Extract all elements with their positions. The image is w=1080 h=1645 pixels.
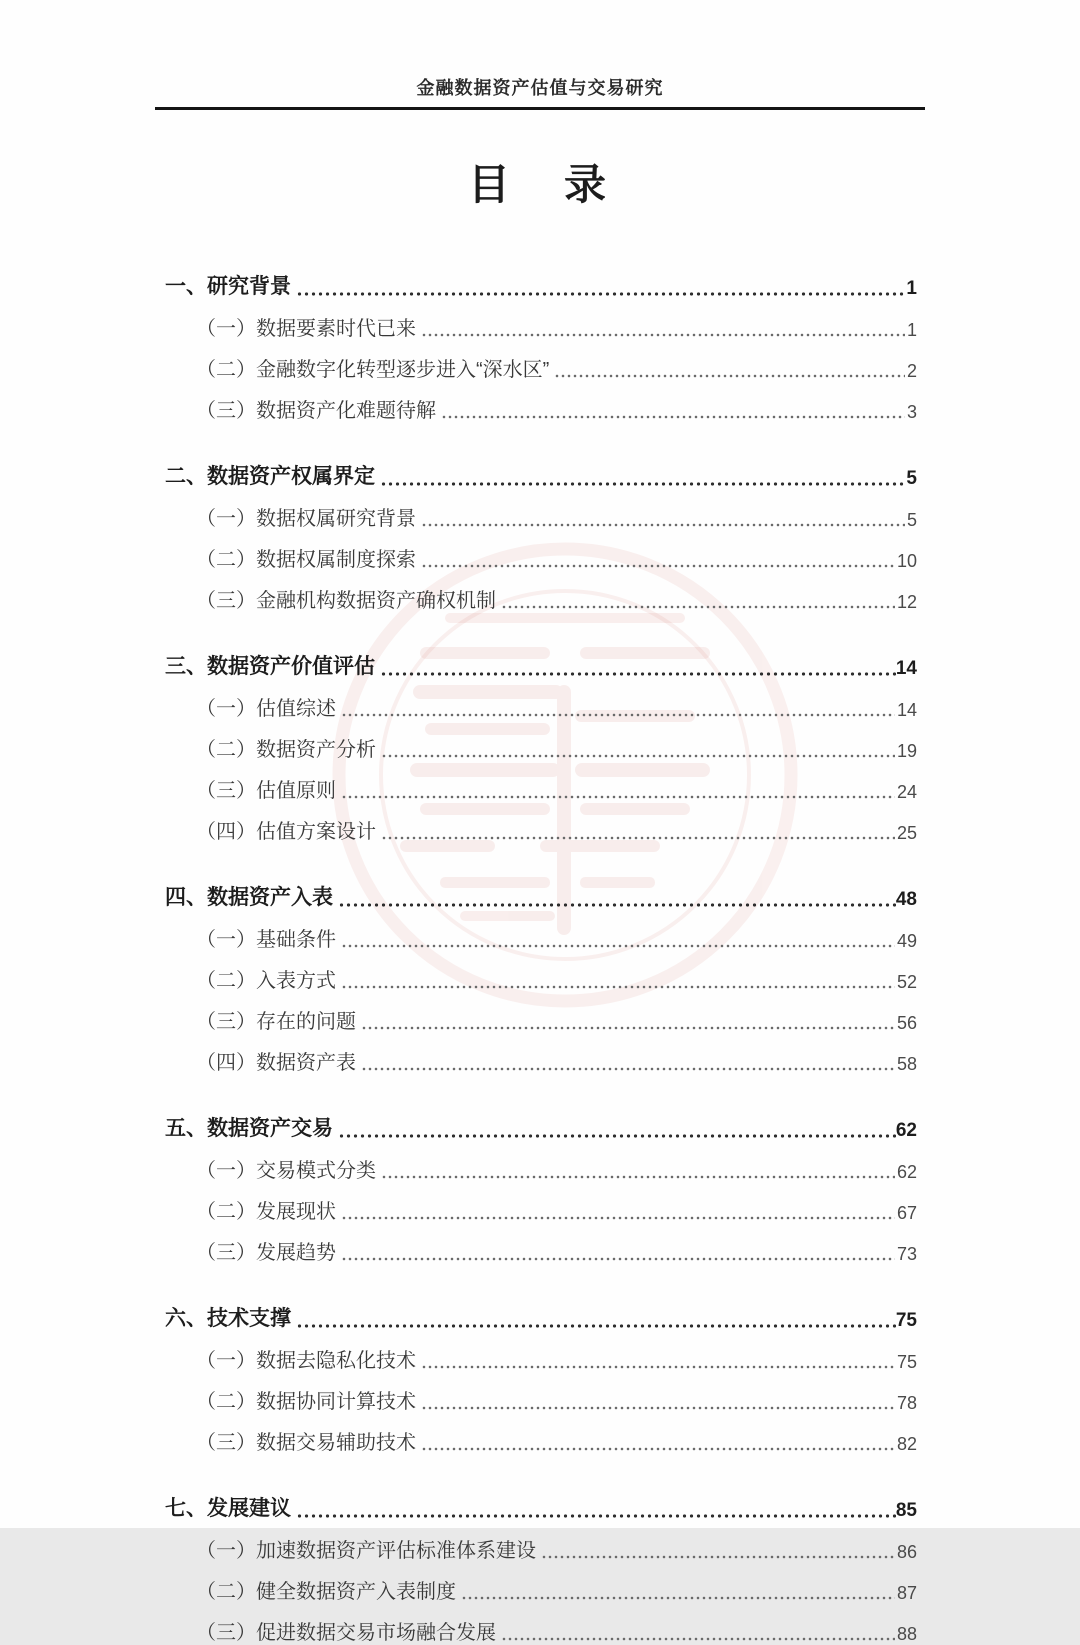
dot-leader	[554, 362, 905, 382]
dot-leader	[541, 1543, 895, 1563]
toc-page-number: 52	[896, 972, 917, 992]
toc-page-number: 3	[906, 402, 917, 422]
toc-entry-label: （四）数据资产表	[196, 1052, 356, 1074]
toc-entry-section-5-item-1[interactable]	[165, 1154, 917, 1183]
toc-entry-label: （一）数据去隐私化技术	[196, 1350, 416, 1372]
dot-leader	[296, 1311, 896, 1332]
toc-entry-section-1-item-2[interactable]	[165, 353, 917, 382]
toc-entry-section-6-item-2[interactable]	[165, 1385, 917, 1414]
toc-entry-label: 六、技术支撑	[165, 1307, 291, 1330]
toc-entry-section-4-item-3[interactable]	[165, 1005, 917, 1034]
toc-entry-section-5-item-2[interactable]	[165, 1195, 917, 1224]
toc-entry-section-1[interactable]	[165, 270, 917, 300]
toc-page-number: 85	[895, 1500, 917, 1521]
toc-entry-label: 四、数据资产入表	[165, 886, 333, 909]
toc-page-number: 10	[896, 551, 917, 571]
toc-entry-section-7-item-3[interactable]	[165, 1616, 917, 1645]
toc-entry-label: 七、发展建议	[165, 1497, 291, 1520]
toc-page-number: 24	[896, 782, 917, 802]
dot-leader	[338, 890, 896, 911]
toc-entry-section-3-item-1[interactable]	[165, 692, 917, 721]
dot-leader	[381, 824, 895, 844]
toc-entry-section-2-item-3[interactable]	[165, 584, 917, 613]
toc-page-number: 14	[895, 658, 917, 679]
toc-page-number: 62	[895, 1120, 917, 1141]
toc-entry-label: （一）数据要素时代已来	[196, 318, 416, 340]
toc-page-number: 87	[896, 1583, 917, 1603]
toc-entry-label: （二）发展现状	[196, 1201, 336, 1223]
dot-leader	[461, 1584, 895, 1604]
toc-page-number: 1	[906, 320, 917, 340]
toc-page-number: 78	[896, 1393, 917, 1413]
toc-page-number: 82	[896, 1434, 917, 1454]
toc-entry-label: （一）估值综述	[196, 698, 336, 720]
toc-entry-label: 三、数据资产价值评估	[165, 655, 375, 678]
toc-page-number: 75	[895, 1310, 917, 1331]
toc-page-number: 73	[896, 1244, 917, 1264]
dot-leader	[380, 659, 896, 680]
toc-entry-section-5-item-3[interactable]	[165, 1236, 917, 1265]
toc-entry-section-6[interactable]	[165, 1302, 917, 1332]
toc-page-number: 48	[895, 889, 917, 910]
toc-page-number: 1	[906, 278, 917, 299]
dot-leader	[341, 932, 895, 952]
toc-entry-section-2-item-1[interactable]	[165, 502, 917, 531]
toc-page-number: 5	[906, 510, 917, 530]
dot-leader	[380, 469, 906, 490]
toc-page-number: 14	[896, 700, 917, 720]
toc-entry-label: （三）数据资产化难题待解	[196, 400, 436, 422]
toc-entry-label: （三）发展趋势	[196, 1242, 336, 1264]
toc-entry-label: （二）数据权属制度探索	[196, 549, 416, 571]
dot-leader	[421, 1353, 895, 1373]
toc-page-number: 19	[896, 741, 917, 761]
toc-entry-section-4[interactable]	[165, 881, 917, 911]
toc-entry-label: （二）入表方式	[196, 970, 336, 992]
toc-entry-section-5[interactable]	[165, 1112, 917, 1142]
toc-page-number: 12	[896, 592, 917, 612]
dot-leader	[341, 1245, 895, 1265]
dot-leader	[441, 403, 905, 423]
dot-leader	[338, 1121, 896, 1142]
dot-leader	[421, 321, 905, 341]
toc-entry-label: （一）数据权属研究背景	[196, 508, 416, 530]
toc-page-number: 58	[896, 1054, 917, 1074]
toc-entry-section-2[interactable]	[165, 460, 917, 490]
toc-page-number: 67	[896, 1203, 917, 1223]
toc-page-number: 56	[896, 1013, 917, 1033]
toc-entry-section-4-item-1[interactable]	[165, 923, 917, 952]
toc-entry-section-7-item-1[interactable]	[165, 1534, 917, 1563]
toc-entry-label: （二）数据协同计算技术	[196, 1391, 416, 1413]
toc-entry-section-6-item-1[interactable]	[165, 1344, 917, 1373]
header-rule	[155, 107, 925, 110]
toc-page-number: 2	[906, 361, 917, 381]
toc-entry-section-4-item-2[interactable]	[165, 964, 917, 993]
toc-entry-section-4-item-4[interactable]	[165, 1046, 917, 1075]
toc-entry-section-3-item-2[interactable]	[165, 733, 917, 762]
toc-entry-label: （一）交易模式分类	[196, 1160, 376, 1182]
toc-entry-label: （三）存在的问题	[196, 1011, 356, 1033]
dot-leader	[361, 1055, 895, 1075]
dot-leader	[421, 1394, 895, 1414]
dot-leader	[341, 973, 895, 993]
page-title: 目 录	[467, 161, 612, 208]
dot-leader	[296, 1501, 896, 1522]
toc-entry-label: （二）健全数据资产入表制度	[196, 1581, 456, 1603]
toc-entry-section-7-item-2[interactable]	[165, 1575, 917, 1604]
table-of-contents	[165, 270, 917, 1645]
toc-entry-label: （四）估值方案设计	[196, 821, 376, 843]
dot-leader	[296, 279, 906, 300]
toc-entry-section-1-item-3[interactable]	[165, 394, 917, 423]
dot-leader	[341, 783, 895, 803]
toc-entry-section-1-item-1[interactable]	[165, 312, 917, 341]
toc-entry-label: （三）数据交易辅助技术	[196, 1432, 416, 1454]
toc-page-number: 75	[896, 1352, 917, 1372]
toc-page-number: 5	[906, 468, 917, 489]
dot-leader	[421, 511, 905, 531]
toc-entry-label: （三）金融机构数据资产确权机制	[196, 590, 496, 612]
toc-entry-label: 二、数据资产权属界定	[165, 465, 375, 488]
running-header: 金融数据资产估值与交易研究	[416, 78, 664, 98]
toc-entry-label: （三）估值原则	[196, 780, 336, 802]
toc-entry-label: （三）促进数据交易市场融合发展	[196, 1622, 496, 1644]
toc-entry-label: （一）加速数据资产评估标准体系建设	[196, 1540, 536, 1562]
dot-leader	[341, 701, 895, 721]
toc-page-number: 88	[896, 1624, 917, 1644]
toc-page-number: 62	[896, 1162, 917, 1182]
toc-entry-label: （二）金融数字化转型逐步进入“深水区”	[196, 359, 550, 381]
toc-entry-label: （一）基础条件	[196, 929, 336, 951]
toc-page-number: 49	[896, 931, 917, 951]
toc-entry-section-3-item-4[interactable]	[165, 815, 917, 844]
toc-entry-label: （二）数据资产分析	[196, 739, 376, 761]
toc-entry-section-3[interactable]	[165, 650, 917, 680]
dot-leader	[501, 1625, 895, 1645]
dot-leader	[361, 1014, 895, 1034]
toc-entry-section-3-item-3[interactable]	[165, 774, 917, 803]
toc-page-number: 25	[896, 823, 917, 843]
toc-entry-label: 五、数据资产交易	[165, 1117, 333, 1140]
toc-page-number: 86	[896, 1542, 917, 1562]
toc-entry-section-7[interactable]	[165, 1492, 917, 1522]
dot-leader	[381, 1163, 895, 1183]
toc-entry-section-2-item-2[interactable]	[165, 543, 917, 572]
dot-leader	[501, 593, 895, 613]
dot-leader	[381, 742, 895, 762]
toc-entry-label: 一、研究背景	[165, 275, 291, 298]
toc-entry-section-6-item-3[interactable]	[165, 1426, 917, 1455]
dot-leader	[421, 1435, 895, 1455]
dot-leader	[421, 552, 895, 572]
dot-leader	[341, 1204, 895, 1224]
